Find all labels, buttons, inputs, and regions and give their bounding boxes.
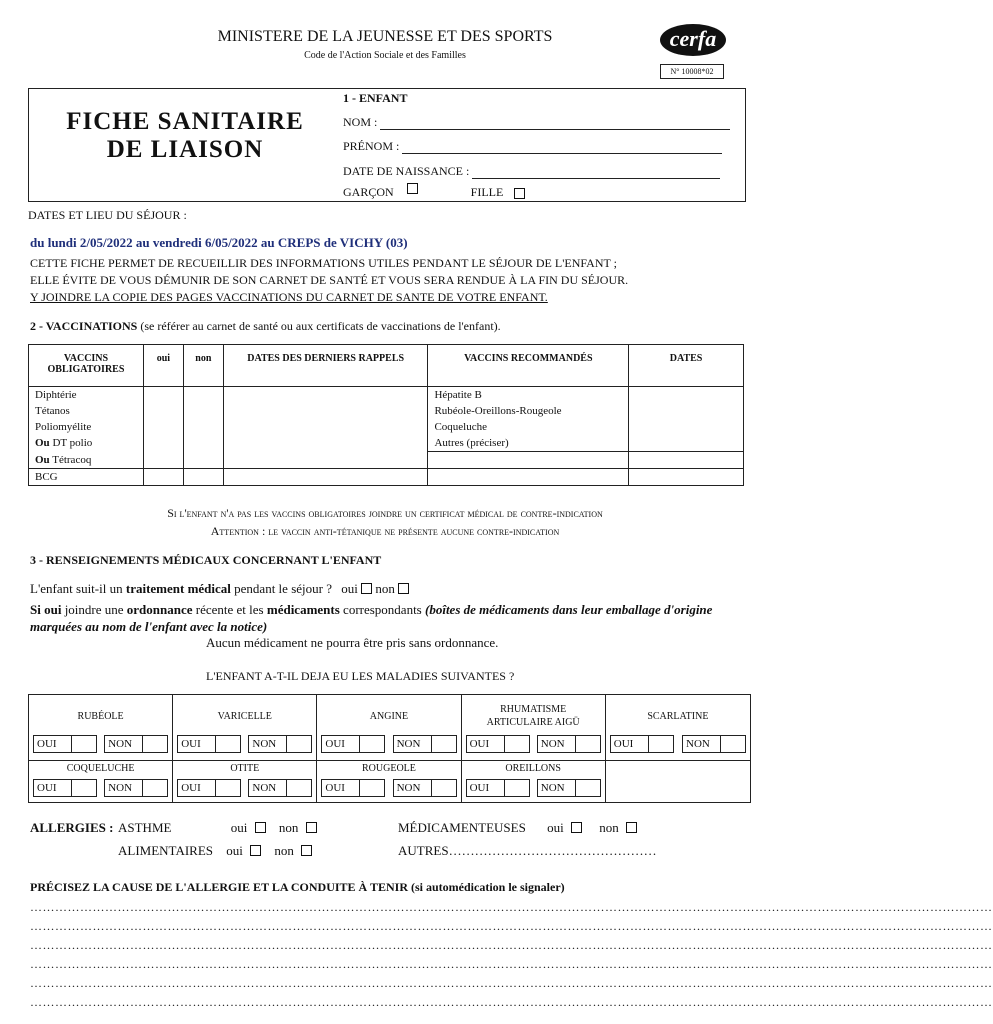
oui-box[interactable]: OUI: [321, 735, 385, 753]
traitement-non-checkbox[interactable]: [398, 583, 409, 594]
medicamenteuses-label: MÉDICAMENTEUSES: [398, 820, 526, 835]
sejour-label: DATES ET LIEU DU SÉJOUR :: [28, 208, 187, 222]
cell-non[interactable]: [183, 387, 223, 404]
oui-box[interactable]: OUI: [610, 735, 674, 753]
cell-date[interactable]: [629, 452, 744, 469]
section-enfant-heading: 1 - ENFANT: [343, 91, 408, 105]
nom-label: NOM :: [343, 115, 378, 129]
precisez-line[interactable]: ……………………………………………………………………………………………………………………………………………………………………………………………………………: [30, 900, 993, 914]
medicamenteuses-oui-checkbox[interactable]: [571, 822, 582, 833]
table-row: [29, 435, 744, 452]
oui-box[interactable]: OUI: [466, 735, 530, 753]
cell-date[interactable]: [629, 419, 744, 435]
alimentaires-oui-label: oui: [226, 843, 243, 858]
maladie-cell: OTITE OUI NON: [173, 761, 317, 803]
precisez-line[interactable]: ……………………………………………………………………………………………………………………………………………………………………………………………………………: [30, 938, 993, 952]
maladie-cell: ROUGEOLE OUI NON: [317, 761, 461, 803]
asthme-label: ASTHME: [118, 820, 172, 835]
maladie-cell: VARICELLE OUI NON: [173, 695, 317, 761]
cell-date[interactable]: [223, 435, 428, 452]
non-box[interactable]: NON: [248, 735, 312, 753]
oui-box[interactable]: OUI: [177, 735, 241, 753]
oui-box[interactable]: OUI: [466, 779, 530, 797]
traitement-post: pendant le séjour ?: [234, 581, 332, 596]
medicaments: médicaments: [266, 602, 340, 617]
traitement-bold: traitement médical: [125, 581, 231, 596]
vaccinations-heading-bold: 2 - VACCINATIONS: [30, 319, 138, 333]
naissance-row: [343, 164, 720, 179]
sejour-text-1: CETTE FICHE PERMET DE RECUEILLIR DES INFORMATIONS UTILES PENDANT LE SÉJOUR DE L'ENFANT ;: [30, 256, 617, 270]
cell-non[interactable]: [183, 419, 223, 435]
maladie-cell: RHUMATISME ARTICULAIRE AIGÜ OUI NON: [461, 695, 605, 761]
allergies-label: ALLERGIES :: [30, 820, 114, 835]
vaccin-note-1: Si l'enfant n'a pas les vaccins obligatoires joindre un certificat médical de contre-indication: [167, 506, 603, 520]
emballage-note: (boîtes de médicaments dans leur emballage d'origine marquées au nom de l'enfant avec la notice): [30, 602, 713, 634]
oui-box[interactable]: OUI: [33, 735, 97, 753]
traitement-pre: L'enfant suit-il un: [30, 581, 123, 596]
prenom-row: [343, 139, 722, 154]
naissance-label: DATE DE NAISSANCE :: [343, 164, 470, 178]
traitement-oui-label: oui: [341, 581, 358, 596]
asthme-oui-checkbox[interactable]: [255, 822, 266, 833]
alimentaires-non-checkbox[interactable]: [301, 845, 312, 856]
prenom-field[interactable]: [402, 141, 722, 154]
vaccin-recommande: [428, 469, 629, 486]
col-non: non: [183, 345, 223, 387]
table-row: [29, 419, 744, 435]
vaccinations-heading-rest: (se référer au carnet de santé ou aux certificats de vaccinations de l'enfant).: [140, 319, 501, 333]
maladie-cell: OREILLONS OUI NON: [461, 761, 605, 803]
table-row: [29, 469, 744, 486]
cell-date[interactable]: [629, 387, 744, 404]
cell-date[interactable]: [223, 403, 428, 419]
form-title-line2: DE LIAISON: [106, 136, 264, 163]
cell-date[interactable]: [223, 452, 428, 469]
cerfa-logo: cerfa: [660, 24, 726, 56]
medicamenteuses-non-checkbox[interactable]: [626, 822, 637, 833]
table-row: [29, 452, 744, 469]
joindre: joindre une: [64, 602, 124, 617]
cell-non[interactable]: [183, 403, 223, 419]
asthme-non-checkbox[interactable]: [306, 822, 317, 833]
precisez-line[interactable]: ……………………………………………………………………………………………………………………………………………………………………………………………………………: [30, 957, 993, 971]
precisez-heading: PRÉCISEZ LA CAUSE DE L'ALLERGIE ET LA CONDUITE À TENIR (si automédication le signaler): [30, 880, 565, 894]
legal-code: Code de l'Action Sociale et des Familles: [304, 50, 466, 61]
nom-field[interactable]: [380, 117, 730, 130]
oui-box[interactable]: OUI: [177, 779, 241, 797]
ordonnance-text: [30, 601, 730, 635]
vaccin-recommande: Autres (préciser): [428, 435, 629, 452]
vaccin-obligatoire: BCG: [29, 469, 144, 486]
oui-box[interactable]: OUI: [33, 779, 97, 797]
col-obligatoires: VACCINS OBLIGATOIRES: [29, 345, 144, 387]
vaccinations-table: [28, 344, 744, 486]
fille-label: FILLE: [470, 185, 504, 199]
non-box[interactable]: NON: [393, 779, 457, 797]
non-box[interactable]: NON: [537, 779, 601, 797]
vaccin-recommande: Rubéole-Oreillons-Rougeole: [428, 403, 629, 419]
vaccin-obligatoire: Ou Tétracoq: [29, 452, 144, 469]
non-box[interactable]: NON: [393, 735, 457, 753]
oui-box[interactable]: OUI: [321, 779, 385, 797]
medical-heading: 3 - RENSEIGNEMENTS MÉDICAUX CONCERNANT L'ENFANT: [30, 553, 382, 567]
cerfa-number: N° 10008*02: [660, 64, 724, 79]
non-box[interactable]: NON: [248, 779, 312, 797]
alimentaires-label: ALIMENTAIRES: [118, 843, 214, 858]
table-row: [29, 387, 744, 404]
non-box[interactable]: NON: [682, 735, 746, 753]
maladie-cell: ANGINE OUI NON: [317, 695, 461, 761]
vaccin-recommande: [428, 452, 629, 469]
alimentaires-oui-checkbox[interactable]: [250, 845, 261, 856]
vaccin-note-2: Attention : le vaccin anti-tétanique ne présente aucune contre-indication: [210, 524, 560, 538]
form-title: [40, 108, 330, 164]
alimentaires-non-label: non: [274, 843, 294, 858]
alimentaires-row: [118, 843, 312, 859]
vaccin-obligatoire: Poliomyélite: [29, 419, 144, 435]
cell-non[interactable]: [183, 469, 223, 486]
ministry-title: MINISTERE DE LA JEUNESSE ET DES SPORTS: [217, 28, 553, 45]
cell-non[interactable]: [183, 452, 223, 469]
ordonnance: ordonnance: [126, 602, 193, 617]
cell-oui[interactable]: [143, 469, 183, 486]
cell-date[interactable]: [223, 419, 428, 435]
si-oui: Si oui: [30, 602, 62, 617]
autres-label: AUTRES: [398, 843, 449, 858]
vaccin-obligatoire: Diphtérie: [29, 387, 144, 404]
traitement-non-label: non: [375, 581, 395, 596]
non-box[interactable]: NON: [104, 735, 168, 753]
non-box[interactable]: NON: [537, 735, 601, 753]
asthme-non-label: non: [278, 820, 299, 835]
precisez-line[interactable]: ……………………………………………………………………………………………………………………………………………………………………………………………………………: [30, 976, 993, 990]
empty-cell: [605, 761, 750, 803]
naissance-field[interactable]: [472, 166, 720, 179]
sejour-text-3: Y JOINDRE LA COPIE DES PAGES VACCINATIONS DU CARNET DE SANTE DE VOTRE ENFANT.: [30, 290, 548, 304]
medicamenteuses-non-label: non: [599, 820, 619, 835]
vaccin-obligatoire: Tétanos: [29, 403, 144, 419]
medicamenteuses-row: [398, 820, 637, 836]
precisez-line[interactable]: ……………………………………………………………………………………………………………………………………………………………………………………………………………: [30, 995, 993, 1009]
garcon-label: GARÇON: [343, 185, 394, 199]
vaccin-recommande: Hépatite B: [428, 387, 629, 404]
precisez-line[interactable]: ……………………………………………………………………………………………………………………………………………………………………………………………………………: [30, 919, 993, 933]
cell-date[interactable]: [629, 469, 744, 486]
col-dates-rappels: DATES DES DERNIERS RAPPELS: [223, 345, 428, 387]
correspondants: correspondants: [343, 602, 422, 617]
cell-oui[interactable]: [143, 452, 183, 469]
sexe-row: [343, 183, 525, 200]
maladies-question: L'ENFANT A-T-IL DEJA EU LES MALADIES SUIVANTES ?: [206, 669, 515, 683]
cell-non[interactable]: [183, 435, 223, 452]
traitement-oui-checkbox[interactable]: [361, 583, 372, 594]
autres-row: [398, 843, 657, 859]
sejour-text-2: ELLE ÉVITE DE VOUS DÉMUNIR DE SON CARNET DE SANTÉ ET VOUS SERA RENDUE À LA FIN DU SÉJOUR.: [30, 273, 629, 287]
maladie-cell: SCARLATINE OUI NON: [605, 695, 750, 761]
garcon-checkbox[interactable]: [407, 183, 418, 194]
cell-date[interactable]: [223, 469, 428, 486]
sejour-value: du lundi 2/05/2022 au vendredi 6/05/2022 au CREPS de VICHY (03): [30, 235, 408, 250]
vaccin-obligatoire: Ou DT polio: [29, 435, 144, 452]
cell-date[interactable]: [629, 435, 744, 452]
medicamenteuses-oui-label: oui: [547, 820, 564, 835]
cell-oui[interactable]: [143, 419, 183, 435]
asthme-oui-label: oui: [230, 820, 248, 835]
nom-row: [343, 115, 730, 130]
col-recommandes: VACCINS RECOMMANDÉS: [428, 345, 629, 387]
fille-checkbox[interactable]: [514, 188, 525, 199]
cell-oui[interactable]: [143, 387, 183, 404]
cell-oui[interactable]: [143, 435, 183, 452]
vaccin-recommande: Coqueluche: [428, 419, 629, 435]
non-box[interactable]: NON: [104, 779, 168, 797]
maladie-cell: RUBÉOLE OUI NON: [29, 695, 173, 761]
maladie-cell: COQUELUCHE OUI NON: [29, 761, 173, 803]
cell-date[interactable]: [223, 387, 428, 404]
aucun-medicament: Aucun médicament ne pourra être pris sans ordonnance.: [206, 635, 499, 650]
cell-oui[interactable]: [143, 403, 183, 419]
asthme-row: [118, 820, 317, 836]
form-title-line1: FICHE SANITAIRE: [66, 108, 304, 135]
recente: récente et les: [195, 602, 264, 617]
col-oui: oui: [143, 345, 183, 387]
maladies-table: [28, 694, 751, 803]
cell-date[interactable]: [629, 403, 744, 419]
prenom-label: PRÉNOM :: [343, 139, 400, 153]
autres-field[interactable]: …………………………………………: [448, 843, 657, 858]
table-row: [29, 403, 744, 419]
traitement-row: [30, 581, 409, 597]
col-dates: DATES: [629, 345, 744, 387]
vaccinations-heading: [30, 319, 501, 334]
